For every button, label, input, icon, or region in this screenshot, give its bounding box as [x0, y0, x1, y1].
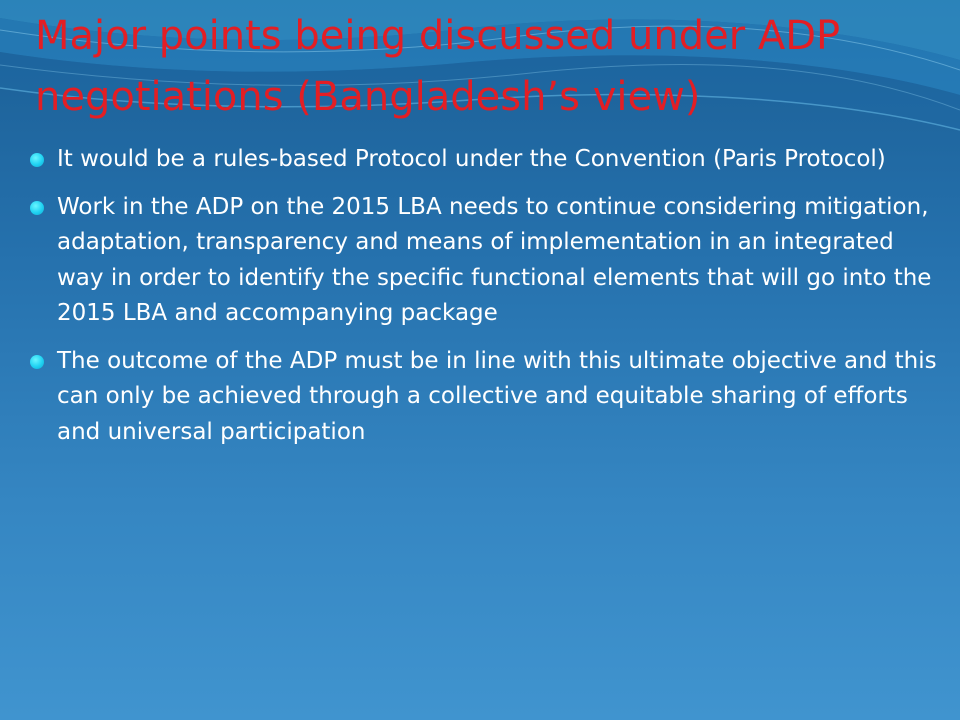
bullet-text: It would be a rules-based Protocol under the Convention (Paris Protocol): [57, 146, 886, 172]
bullet-dot-icon: [30, 153, 44, 167]
bullet-list: [30, 142, 940, 462]
slide-title: Major points being discussed under ADP negotiations (Bangladesh’s view): [35, 13, 841, 120]
bullet-item: [30, 142, 940, 178]
bullet-text: Work in the ADP on the 2015 LBA needs to continue considering mitigation, adaptation, transparency and means of implementation in an integrated way in order to identify the specific functional elements that will go into the 2015 LBA and accompanying package: [57, 193, 932, 326]
bullet-text: The outcome of the ADP must be in line with this ultimate objective and this can only be achieved through a collective and equitable sharing of efforts and universal participation: [57, 347, 937, 445]
bullet-dot-icon: [30, 355, 44, 369]
bullet-dot-icon: [30, 201, 44, 215]
bullet-item: [30, 344, 940, 451]
bullet-item: [30, 190, 940, 332]
